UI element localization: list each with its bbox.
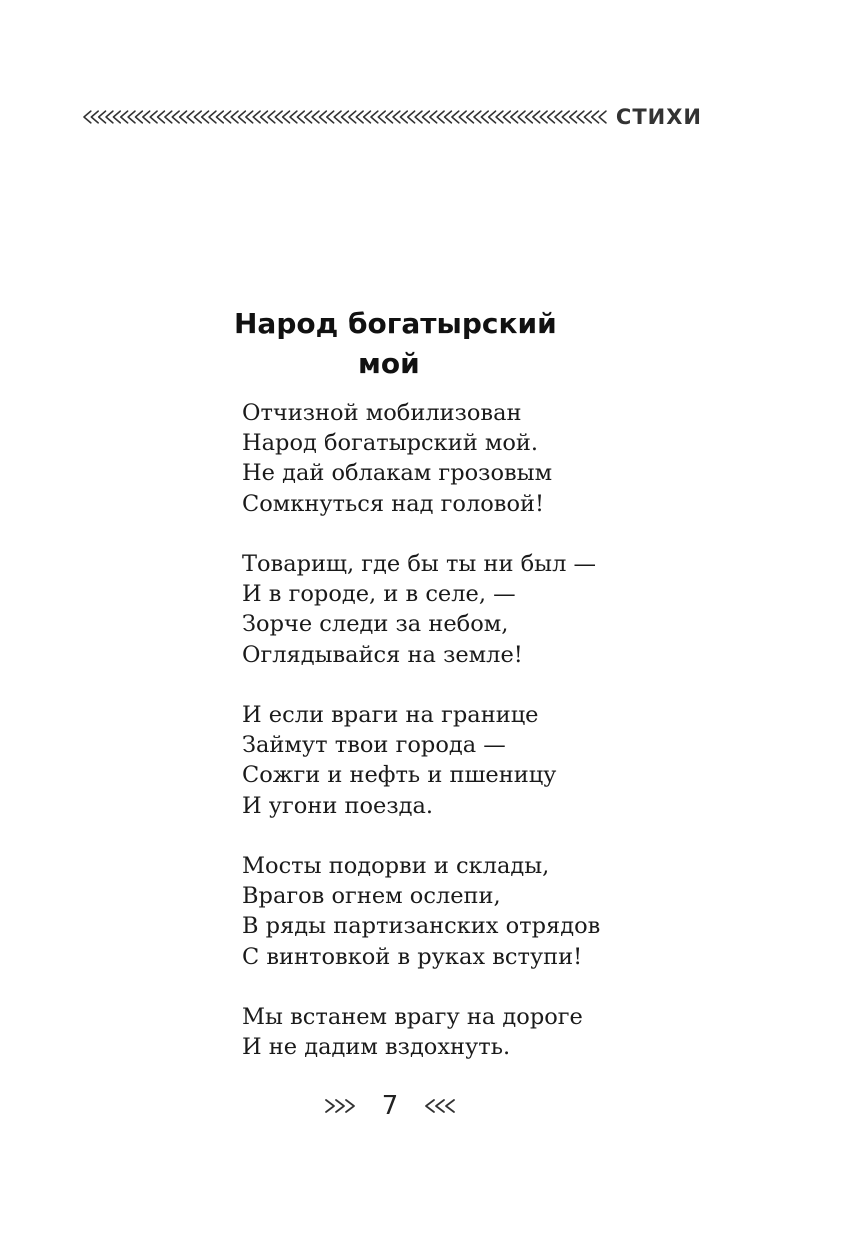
stanza-4: [242, 851, 722, 972]
chevron-mark: [415, 111, 422, 123]
chevron-mark: [592, 111, 599, 123]
chevron-mark: [99, 111, 106, 123]
chevron-mark: [503, 111, 510, 123]
chevron-mark: [275, 111, 282, 123]
chevron-mark: [158, 111, 165, 123]
chevron-mark: [91, 111, 98, 123]
chevron-mark: [194, 111, 201, 123]
chevron-mark: [349, 111, 356, 123]
section-label: СТИХИ: [615, 104, 702, 129]
verse-line: Сомкнуться над головой!: [242, 490, 545, 517]
chevron-mark: [106, 111, 113, 123]
chevron-mark: [555, 111, 562, 123]
chevron-mark: [128, 111, 135, 123]
chevron-mark: [437, 111, 444, 123]
chevron-mark: [533, 111, 540, 123]
chevron-mark: [187, 111, 194, 123]
chevron-mark: [283, 111, 290, 123]
chevron-mark: [150, 111, 157, 123]
verse-line: Мосты подорви и склады,: [242, 853, 550, 879]
chevron-mark: [312, 111, 319, 123]
chevron-mark: [393, 111, 400, 123]
chevron-mark: [518, 111, 525, 123]
chevron-mark: [84, 111, 91, 123]
verse-line: Товарищ, где бы ты ни был —: [242, 551, 597, 577]
page-number: 7: [381, 1091, 399, 1121]
chevron-mark: [356, 111, 363, 123]
chevron-mark: [489, 111, 496, 123]
chevron-mark: [209, 111, 216, 123]
chevron-mark: [121, 111, 128, 123]
chevron-mark: [239, 111, 246, 123]
chevron-mark: [562, 111, 569, 123]
chevron-mark: [467, 111, 474, 123]
verse-line: В ряды партизанских отрядов: [242, 913, 601, 940]
chevron-mark: [422, 111, 429, 123]
chevron-mark: [165, 111, 172, 123]
chevron-mark: [378, 111, 385, 123]
chevron-mark: [430, 111, 437, 123]
chevron-mark: [319, 111, 326, 123]
stanza-5: [242, 1002, 722, 1062]
chevron-mark: [408, 111, 415, 123]
chevron-mark: [180, 111, 187, 123]
chevron-mark: [371, 111, 378, 123]
chevron-mark: [135, 111, 142, 123]
chevron-mark: [570, 111, 577, 123]
poem-title: [234, 304, 634, 384]
chevron-mark: [334, 111, 341, 123]
chevron-right-icon: [324, 1096, 364, 1116]
chevron-mark: [584, 111, 591, 123]
chevron-mark: [202, 111, 209, 123]
chevron-mark: [474, 111, 481, 123]
verse-line: Зорче следи за небом,: [242, 611, 509, 638]
chevron-mark: [511, 111, 518, 123]
chevron-mark: [253, 111, 260, 123]
chevron-mark: [599, 111, 606, 123]
verse-line: Не дай облакам грозовым: [242, 460, 553, 487]
page-footer: [320, 1086, 460, 1126]
verse-line: И не дадим вздохнуть.: [242, 1034, 511, 1061]
chevron-mark: [526, 111, 533, 123]
stanza-1: [242, 398, 722, 519]
verse-line: Займут твои города —: [242, 732, 506, 759]
running-header: [82, 100, 702, 134]
chevron-mark: [459, 111, 466, 123]
chevron-mark: [452, 111, 459, 123]
chevron-mark: [386, 111, 393, 123]
chevron-mark: [113, 111, 120, 123]
chevron-mark: [290, 111, 297, 123]
chevron-mark: [577, 111, 584, 123]
chevron-mark: [143, 111, 150, 123]
chevron-mark: [540, 111, 547, 123]
chevron-mark: [224, 111, 231, 123]
chevron-border-icon: [82, 106, 608, 128]
verse-line: Врагов огнем ослепи,: [242, 883, 501, 910]
chevron-mark: [364, 111, 371, 123]
chevron-mark: [297, 111, 304, 123]
verse-line: И в городе, и в селе, —: [242, 581, 516, 608]
chevron-mark: [481, 111, 488, 123]
verse-line: Народ богатырский мой.: [242, 430, 539, 457]
verse-line: Мы встанем врагу на дороге: [242, 1004, 583, 1030]
chevron-mark: [327, 111, 334, 123]
verse-line: Сожги и нефть и пшеницу: [242, 762, 557, 789]
verse-line: Отчизной мобилизован: [242, 400, 522, 426]
chevron-left-icon: [416, 1096, 456, 1116]
chevron-mark: [216, 111, 223, 123]
title-line-2: мой: [358, 347, 420, 380]
verse-line: С винтовкой в руках вступи!: [242, 943, 583, 970]
poem-body: [242, 398, 722, 1093]
chevron-mark: [246, 111, 253, 123]
chevron-mark: [445, 111, 452, 123]
chevron-mark: [342, 111, 349, 123]
chevron-mark: [400, 111, 407, 123]
title-line-1: Народ богатырский: [234, 307, 557, 340]
chevron-mark: [231, 111, 238, 123]
verse-line: И если враги на границе: [242, 702, 539, 728]
verse-line: И угони поезда.: [242, 792, 434, 819]
chevron-mark: [261, 111, 268, 123]
chevron-mark: [548, 111, 555, 123]
chevron-mark: [172, 111, 179, 123]
verse-line: Оглядывайся на земле!: [242, 641, 523, 668]
chevron-mark: [268, 111, 275, 123]
chevron-mark: [305, 111, 312, 123]
stanza-2: [242, 549, 722, 670]
stanza-3: [242, 700, 722, 821]
chevron-mark: [496, 111, 503, 123]
